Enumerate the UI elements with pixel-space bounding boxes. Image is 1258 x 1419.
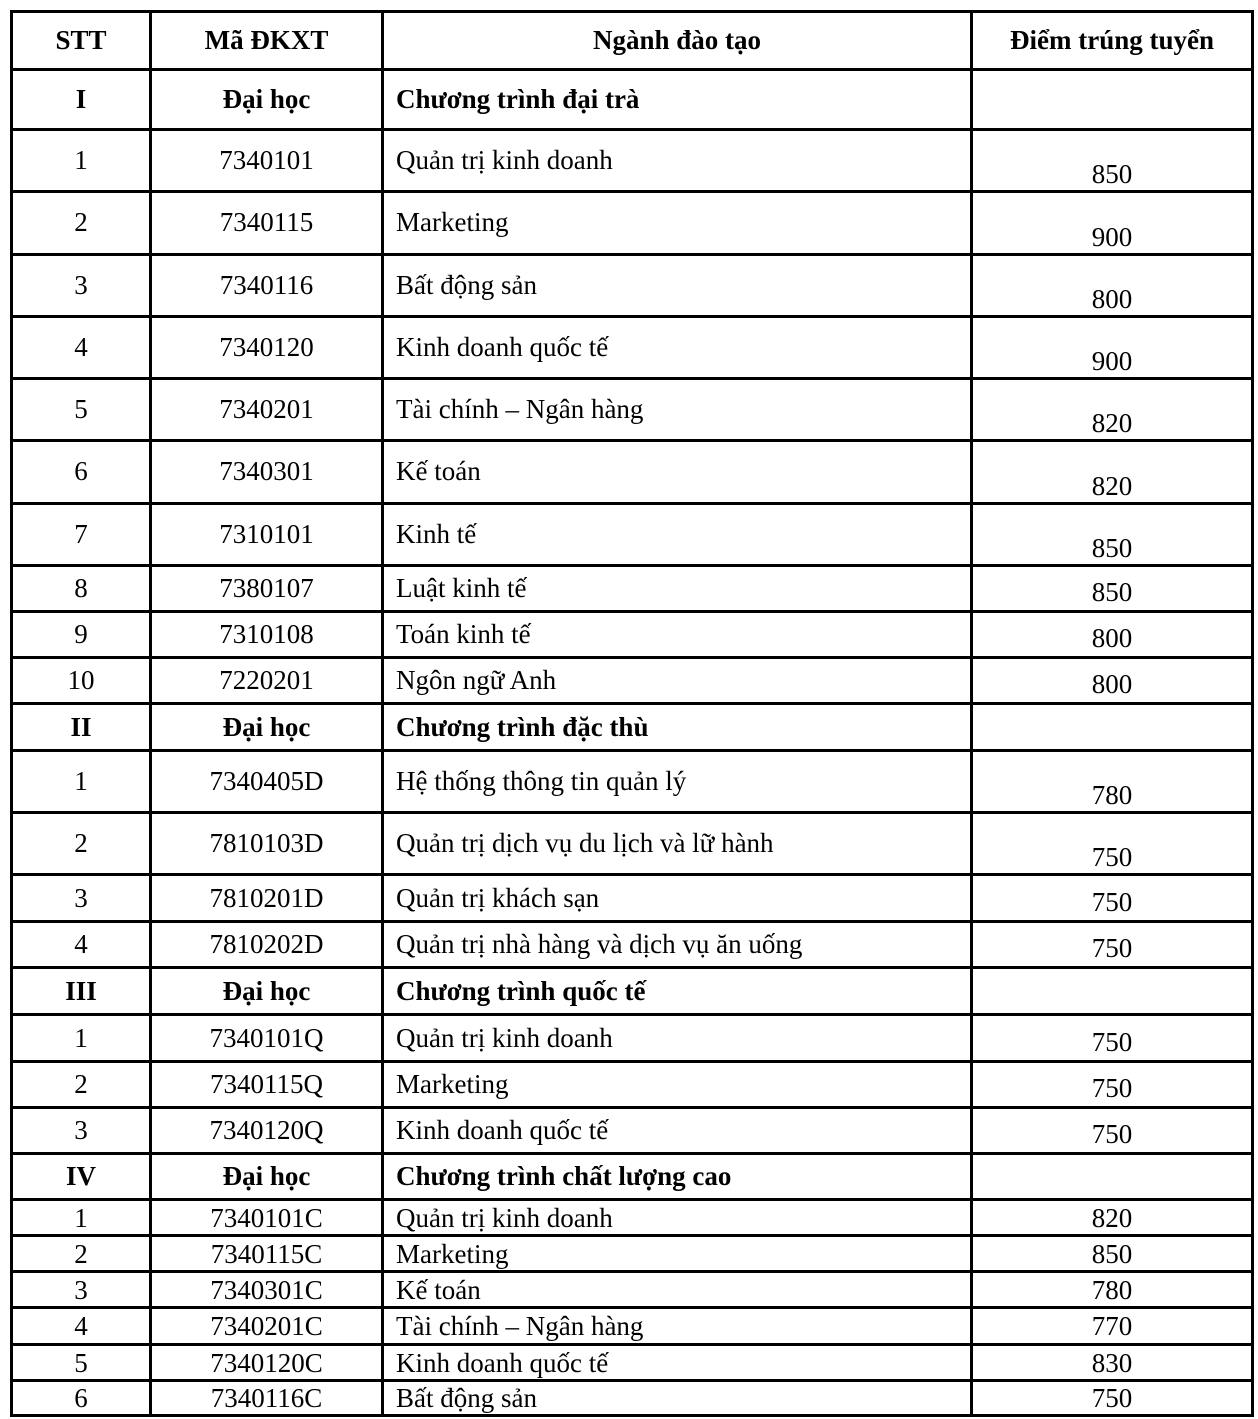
row-score: 850 bbox=[972, 130, 1253, 192]
row-score: 750 bbox=[972, 1062, 1253, 1108]
row-code: 7810201D bbox=[151, 875, 383, 922]
section-row bbox=[12, 1154, 1253, 1200]
table-row bbox=[12, 192, 1253, 255]
row-code: 7340120 bbox=[151, 317, 383, 379]
row-code: 7340301 bbox=[151, 441, 383, 504]
section-program: Chương trình đại trà bbox=[383, 70, 972, 130]
table-row bbox=[12, 255, 1253, 317]
table-row bbox=[12, 566, 1253, 612]
section-row bbox=[12, 704, 1253, 751]
table-row bbox=[12, 1108, 1253, 1154]
table-row bbox=[12, 612, 1253, 658]
row-code: 7310108 bbox=[151, 612, 383, 658]
table-row bbox=[12, 1272, 1253, 1308]
row-code: 7340101Q bbox=[151, 1015, 383, 1062]
table-row bbox=[12, 1062, 1253, 1108]
section-level: Đại học bbox=[151, 70, 383, 130]
admission-scores-table bbox=[10, 10, 1254, 1417]
row-stt: 4 bbox=[12, 1308, 151, 1345]
row-score: 900 bbox=[972, 192, 1253, 255]
table-row bbox=[12, 875, 1253, 922]
table-row bbox=[12, 130, 1253, 192]
row-major: Quản trị kinh doanh bbox=[383, 1015, 972, 1062]
row-score: 820 bbox=[972, 1200, 1253, 1236]
row-stt: 3 bbox=[12, 255, 151, 317]
row-code: 7340101 bbox=[151, 130, 383, 192]
table-row bbox=[12, 813, 1253, 875]
table-header-row bbox=[12, 12, 1253, 70]
table-row bbox=[12, 1381, 1253, 1416]
row-stt: 6 bbox=[12, 1381, 151, 1416]
row-stt: 10 bbox=[12, 658, 151, 704]
row-code: 7340115 bbox=[151, 192, 383, 255]
row-code: 7810103D bbox=[151, 813, 383, 875]
section-level: Đại học bbox=[151, 968, 383, 1015]
table-row bbox=[12, 441, 1253, 504]
header-code: Mã ĐKXT bbox=[151, 12, 383, 70]
table-row bbox=[12, 1200, 1253, 1236]
row-stt: 3 bbox=[12, 1108, 151, 1154]
row-stt: 5 bbox=[12, 1345, 151, 1381]
row-code: 7340120Q bbox=[151, 1108, 383, 1154]
row-stt: 5 bbox=[12, 379, 151, 441]
row-code: 7340115Q bbox=[151, 1062, 383, 1108]
row-major: Luật kinh tế bbox=[383, 566, 972, 612]
section-level: Đại học bbox=[151, 704, 383, 751]
row-code: 7340116C bbox=[151, 1381, 383, 1416]
row-stt: 2 bbox=[12, 1062, 151, 1108]
row-stt: 6 bbox=[12, 441, 151, 504]
row-stt: 9 bbox=[12, 612, 151, 658]
row-stt: 8 bbox=[12, 566, 151, 612]
row-code: 7310101 bbox=[151, 504, 383, 566]
row-stt: 4 bbox=[12, 317, 151, 379]
row-score: 850 bbox=[972, 1236, 1253, 1272]
header-stt: STT bbox=[12, 12, 151, 70]
row-score: 750 bbox=[972, 1108, 1253, 1154]
row-major: Ngôn ngữ Anh bbox=[383, 658, 972, 704]
section-numeral: III bbox=[12, 968, 151, 1015]
row-score: 750 bbox=[972, 1381, 1253, 1416]
row-stt: 3 bbox=[12, 1272, 151, 1308]
row-score: 750 bbox=[972, 922, 1253, 968]
table-row bbox=[12, 1308, 1253, 1345]
row-major: Kinh doanh quốc tế bbox=[383, 1108, 972, 1154]
section-level: Đại học bbox=[151, 1154, 383, 1200]
row-stt: 4 bbox=[12, 922, 151, 968]
row-major: Tài chính – Ngân hàng bbox=[383, 379, 972, 441]
row-code: 7380107 bbox=[151, 566, 383, 612]
section-program: Chương trình quốc tế bbox=[383, 968, 972, 1015]
row-major: Kế toán bbox=[383, 441, 972, 504]
row-major: Quản trị kinh doanh bbox=[383, 130, 972, 192]
row-code: 7340201 bbox=[151, 379, 383, 441]
section-score-empty bbox=[972, 704, 1253, 751]
row-score: 780 bbox=[972, 751, 1253, 813]
row-major: Quản trị dịch vụ du lịch và lữ hành bbox=[383, 813, 972, 875]
table-row bbox=[12, 379, 1253, 441]
section-score-empty bbox=[972, 1154, 1253, 1200]
row-major: Kinh doanh quốc tế bbox=[383, 1345, 972, 1381]
section-program: Chương trình đặc thù bbox=[383, 704, 972, 751]
section-score-empty bbox=[972, 968, 1253, 1015]
row-code: 7340120C bbox=[151, 1345, 383, 1381]
section-score-empty bbox=[972, 70, 1253, 130]
row-code: 7340115C bbox=[151, 1236, 383, 1272]
row-stt: 1 bbox=[12, 1015, 151, 1062]
table-row bbox=[12, 1015, 1253, 1062]
row-score: 820 bbox=[972, 441, 1253, 504]
row-score: 850 bbox=[972, 504, 1253, 566]
row-major: Tài chính – Ngân hàng bbox=[383, 1308, 972, 1345]
row-score: 750 bbox=[972, 875, 1253, 922]
table-row bbox=[12, 1345, 1253, 1381]
table-row bbox=[12, 751, 1253, 813]
row-score: 820 bbox=[972, 379, 1253, 441]
row-major: Quản trị kinh doanh bbox=[383, 1200, 972, 1236]
row-major: Kế toán bbox=[383, 1272, 972, 1308]
row-stt: 3 bbox=[12, 875, 151, 922]
section-row bbox=[12, 70, 1253, 130]
row-score: 750 bbox=[972, 1015, 1253, 1062]
row-score: 830 bbox=[972, 1345, 1253, 1381]
row-code: 7220201 bbox=[151, 658, 383, 704]
row-score: 900 bbox=[972, 317, 1253, 379]
row-stt: 1 bbox=[12, 1200, 151, 1236]
table-body bbox=[12, 70, 1253, 1416]
row-major: Hệ thống thông tin quản lý bbox=[383, 751, 972, 813]
row-score: 780 bbox=[972, 1272, 1253, 1308]
table-row bbox=[12, 658, 1253, 704]
row-code: 7340201C bbox=[151, 1308, 383, 1345]
header-score: Điểm trúng tuyển bbox=[972, 12, 1253, 70]
section-numeral: IV bbox=[12, 1154, 151, 1200]
row-score: 750 bbox=[972, 813, 1253, 875]
row-major: Bất động sản bbox=[383, 255, 972, 317]
row-stt: 1 bbox=[12, 751, 151, 813]
row-score: 800 bbox=[972, 255, 1253, 317]
row-code: 7340116 bbox=[151, 255, 383, 317]
section-row bbox=[12, 968, 1253, 1015]
row-major: Marketing bbox=[383, 1236, 972, 1272]
row-stt: 2 bbox=[12, 1236, 151, 1272]
row-stt: 7 bbox=[12, 504, 151, 566]
header-major: Ngành đào tạo bbox=[383, 12, 972, 70]
row-score: 850 bbox=[972, 566, 1253, 612]
row-score: 800 bbox=[972, 612, 1253, 658]
row-score: 770 bbox=[972, 1308, 1253, 1345]
row-stt: 2 bbox=[12, 813, 151, 875]
row-code: 7340405D bbox=[151, 751, 383, 813]
table-row bbox=[12, 1236, 1253, 1272]
section-program: Chương trình chất lượng cao bbox=[383, 1154, 972, 1200]
section-numeral: II bbox=[12, 704, 151, 751]
row-major: Marketing bbox=[383, 192, 972, 255]
row-code: 7810202D bbox=[151, 922, 383, 968]
row-major: Bất động sản bbox=[383, 1381, 972, 1416]
row-code: 7340101C bbox=[151, 1200, 383, 1236]
row-code: 7340301C bbox=[151, 1272, 383, 1308]
row-major: Quản trị khách sạn bbox=[383, 875, 972, 922]
row-major: Marketing bbox=[383, 1062, 972, 1108]
table-row bbox=[12, 317, 1253, 379]
row-score: 800 bbox=[972, 658, 1253, 704]
row-stt: 2 bbox=[12, 192, 151, 255]
row-major: Toán kinh tế bbox=[383, 612, 972, 658]
table-row bbox=[12, 922, 1253, 968]
section-numeral: I bbox=[12, 70, 151, 130]
row-major: Kinh doanh quốc tế bbox=[383, 317, 972, 379]
table-row bbox=[12, 504, 1253, 566]
row-major: Kinh tế bbox=[383, 504, 972, 566]
row-stt: 1 bbox=[12, 130, 151, 192]
row-major: Quản trị nhà hàng và dịch vụ ăn uống bbox=[383, 922, 972, 968]
